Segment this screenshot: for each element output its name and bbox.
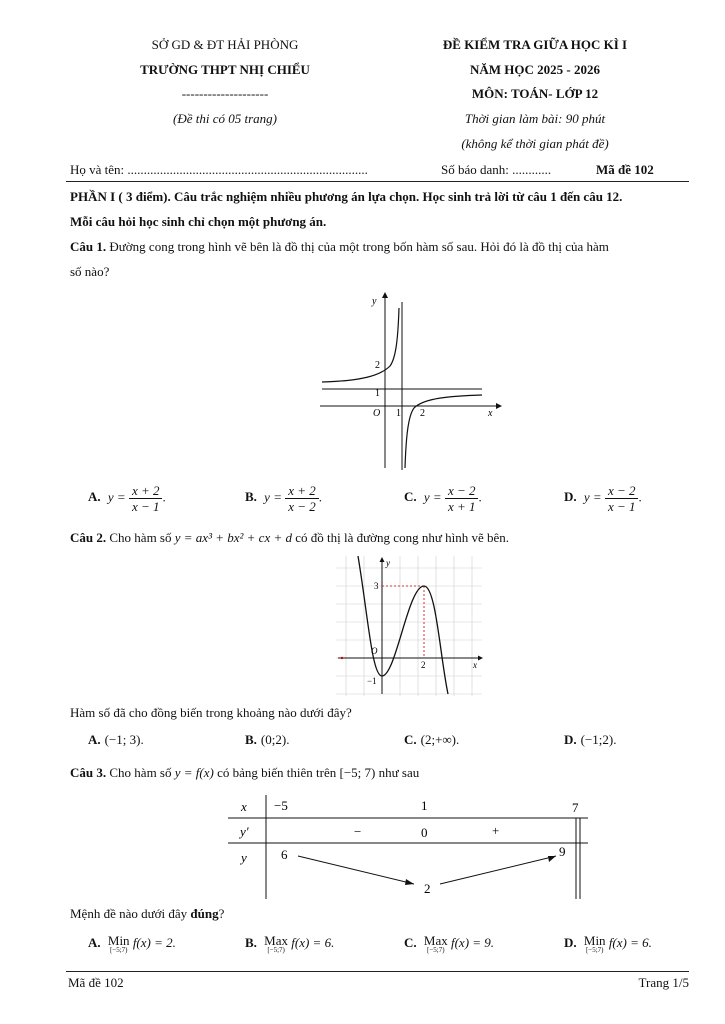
part1-heading-2: Mỗi câu hỏi học sinh chỉ chọn một phương án.	[70, 214, 327, 229]
q3-option-d-op-name: Min	[583, 933, 606, 948]
q2-grid	[336, 556, 482, 696]
q2-body-a: Cho hàm số	[109, 530, 172, 545]
q2-curve	[358, 556, 448, 694]
q2-y-arrow	[380, 557, 385, 562]
q2-origin-label: O	[371, 646, 378, 656]
header-dept: SỞ GD & ĐT HẢI PHÒNG	[151, 37, 299, 52]
q1-option-b[interactable]	[245, 483, 322, 514]
q1-option-d-fraction	[605, 483, 642, 514]
q1-option-b-num: x + 2	[285, 483, 319, 499]
q2-option-b[interactable]	[245, 732, 289, 748]
q1-option-b-fraction	[285, 483, 319, 514]
q1-y-arrow	[382, 292, 388, 298]
q3-label: Câu 3.	[70, 765, 107, 780]
q1-option-c-fraction	[445, 483, 482, 514]
header-pages-note: (Đề thi có 05 trang)	[173, 111, 277, 126]
q1-option-a-num: x + 2	[129, 483, 163, 499]
q1-label: Câu 1.	[70, 239, 107, 254]
q3-option-d-op	[584, 934, 606, 954]
q3-sign-1: −	[354, 824, 362, 839]
footer-divider	[66, 971, 689, 972]
q2-tick-x2: 2	[421, 660, 426, 670]
q3-y-value-3: 9	[559, 844, 566, 859]
q3-variation-table	[228, 795, 593, 900]
q3-option-c-op-name: Max	[423, 933, 448, 948]
q1-option-d-letter: D.	[564, 489, 577, 505]
q1-option-c-end: .	[478, 489, 482, 505]
q1-option-d-num: x − 2	[605, 483, 639, 499]
q1-option-a[interactable]	[88, 483, 166, 514]
q3-body-b: có bảng biến thiên trên	[217, 765, 337, 780]
q3-option-d-op-sub: [−5;7)	[585, 946, 604, 954]
student-name-line: Họ và tên: ..........................................................................	[70, 162, 368, 177]
q2-option-b-letter: B.	[245, 732, 257, 747]
q1-option-c-num: x − 2	[445, 483, 479, 499]
q1-text	[70, 239, 609, 255]
q3-x-value-3: 7	[572, 800, 579, 815]
footer-code: Mã đề 102	[68, 975, 124, 990]
q1-y-label: y	[372, 296, 377, 307]
q3-option-c-op	[424, 934, 448, 954]
q1-option-a-letter: A.	[88, 489, 101, 505]
q2-y-label: y	[386, 558, 390, 568]
q2-option-c-letter: C.	[404, 732, 417, 747]
q3-x-value-1: −5	[274, 798, 288, 813]
q3-y-value-1: 6	[281, 847, 288, 862]
student-id-line: Số báo danh: ............	[441, 162, 552, 177]
q3-option-a-op	[108, 934, 130, 954]
header-dashes: --------------------	[181, 86, 269, 101]
q3-sign-2: +	[492, 823, 500, 838]
q2-option-c-value: (2;+∞).	[420, 732, 460, 747]
q1-x-label: x	[488, 408, 493, 419]
header-divider	[66, 181, 689, 182]
q1-curve-left	[322, 308, 399, 382]
q3-arrowhead-down	[405, 879, 414, 885]
q3-row-yprime-label: y′	[240, 824, 249, 839]
q2-question: Hàm số đã cho đồng biến trong khoảng nào dưới đây?	[70, 705, 352, 720]
exam-time-note: (không kể thời gian phát đề)	[461, 136, 609, 151]
q2-option-c[interactable]	[404, 732, 459, 748]
exam-year: NĂM HỌC 2025 - 2026	[470, 62, 600, 77]
q1-option-d-end: .	[638, 489, 642, 505]
q3-option-d-letter: D.	[564, 934, 577, 950]
q1-x-arrow	[496, 403, 502, 409]
q1-option-b-den: x − 2	[288, 499, 316, 514]
q3-option-a-expr: f(x) = 2.	[132, 934, 176, 950]
q3-option-a-op-name: Min	[107, 933, 130, 948]
q3-x-value-2: 1	[421, 798, 428, 813]
q1-body: Đường cong trong hình vẽ bên là đồ thị của một trong bốn hàm số sau. Hỏi đó là đồ thị của hàm	[109, 239, 609, 254]
q3-y-value-2: 2	[424, 881, 431, 896]
q2-option-d[interactable]	[564, 732, 617, 748]
q3-option-b-op-sub: [−5;7)	[267, 946, 285, 954]
q3-question-b: đúng	[190, 906, 219, 921]
q1-origin-label: O	[373, 408, 381, 419]
exam-subject: MÔN: TOÁN- LỚP 12	[471, 86, 599, 101]
q1-tick-x1: 1	[396, 408, 401, 419]
part1-heading: PHẦN I ( 3 điểm). Câu trắc nghiệm nhiều phương án lựa chọn. Học sinh trả lời từ câu 1 đến câu 12.	[70, 189, 623, 204]
q3-question-a: Mệnh đề nào dưới đây	[70, 906, 188, 921]
q3-option-c[interactable]	[404, 934, 494, 954]
q2-option-a[interactable]	[88, 732, 144, 748]
q3-body-a: Cho hàm số	[109, 765, 172, 780]
q1-tick-y2: 2	[375, 360, 380, 371]
q3-arrow-decreasing	[298, 856, 414, 884]
q1-option-a-den: x − 1	[131, 499, 160, 514]
q1-option-b-end: .	[318, 489, 323, 505]
footer-page: Trang 1/5	[638, 975, 689, 990]
q3-body-c: như sau	[378, 765, 420, 780]
q2-x-label: x	[473, 660, 477, 670]
q1-option-a-end: .	[162, 489, 166, 505]
q3-option-a-op-sub: [−5;7)	[109, 946, 128, 954]
q3-zero: 0	[421, 825, 428, 840]
q3-arrowhead-up	[548, 856, 556, 862]
q3-option-c-op-sub: [−5;7)	[427, 946, 445, 954]
q2-option-a-letter: A.	[88, 732, 101, 747]
q2-option-b-value: (0;2).	[260, 732, 290, 747]
q1-option-d-lhs: y =	[583, 489, 602, 505]
q2-option-d-letter: D.	[564, 732, 577, 747]
q3-option-b-op	[264, 934, 288, 954]
q2-body-b: có đồ thị là đường cong như hình vẽ bên.	[295, 530, 510, 545]
q3-option-b-expr: f(x) = 6.	[291, 934, 335, 950]
q3-option-a[interactable]	[88, 934, 176, 954]
exam-time: Thời gian làm bài: 90 phút	[464, 111, 606, 126]
q2-formula: y = ax³ + bx² + cx + d	[174, 530, 292, 545]
q1-graph	[310, 288, 510, 473]
q1-option-c-lhs: y =	[423, 489, 442, 505]
q2-text	[70, 530, 509, 546]
q3-text	[70, 765, 419, 781]
q3-option-d[interactable]	[564, 934, 652, 954]
q2-x-arrow	[478, 656, 483, 661]
q2-label: Câu 2.	[70, 530, 107, 545]
q3-row-x-label: x	[241, 799, 247, 814]
q2-tick-ym1: −1	[367, 676, 377, 686]
q3-option-a-letter: A.	[88, 934, 101, 950]
q3-formula: y = f(x)	[174, 765, 214, 780]
q1-option-c-den: x + 1	[447, 499, 476, 514]
q3-question-c: ?	[218, 906, 225, 921]
q1-option-b-lhs: y =	[264, 489, 282, 505]
exam-code: Mã đề 102	[596, 162, 654, 177]
q2-tick-y3: 3	[374, 581, 379, 591]
q1-option-d-den: x − 1	[607, 499, 636, 514]
q1-option-c-letter: C.	[404, 489, 417, 505]
q1-tick-y1: 1	[375, 388, 380, 399]
q1-option-b-letter: B.	[245, 489, 257, 505]
q1-body-2: số nào?	[70, 264, 110, 279]
header-school: TRƯỜNG THPT NHỊ CHIỂU	[140, 62, 310, 77]
exam-title: ĐỀ KIỂM TRA GIỮA HỌC KÌ I	[442, 37, 628, 52]
q3-option-c-expr: f(x) = 9.	[450, 934, 495, 950]
q2-graph	[336, 556, 486, 696]
q3-arrow-increasing	[440, 856, 556, 884]
q3-option-c-letter: C.	[404, 934, 417, 950]
q2-option-d-value: (−1;2).	[580, 732, 617, 747]
q3-option-b[interactable]	[245, 934, 334, 954]
q1-option-a-fraction	[129, 483, 166, 514]
q2-option-a-value: (−1; 3).	[104, 732, 144, 747]
q3-question	[70, 906, 224, 922]
q1-option-d[interactable]	[564, 483, 642, 514]
q3-row-y-label: y	[241, 850, 247, 865]
q3-option-d-expr: f(x) = 6.	[608, 934, 652, 950]
q2-marker	[341, 657, 343, 659]
q3-option-b-letter: B.	[245, 934, 257, 950]
q1-option-c[interactable]	[404, 483, 482, 514]
q3-interval: [−5; 7)	[339, 765, 376, 780]
q3-option-b-op-name: Max	[264, 933, 289, 948]
q1-tick-x2: 2	[420, 408, 425, 419]
q1-option-a-lhs: y =	[107, 489, 126, 505]
